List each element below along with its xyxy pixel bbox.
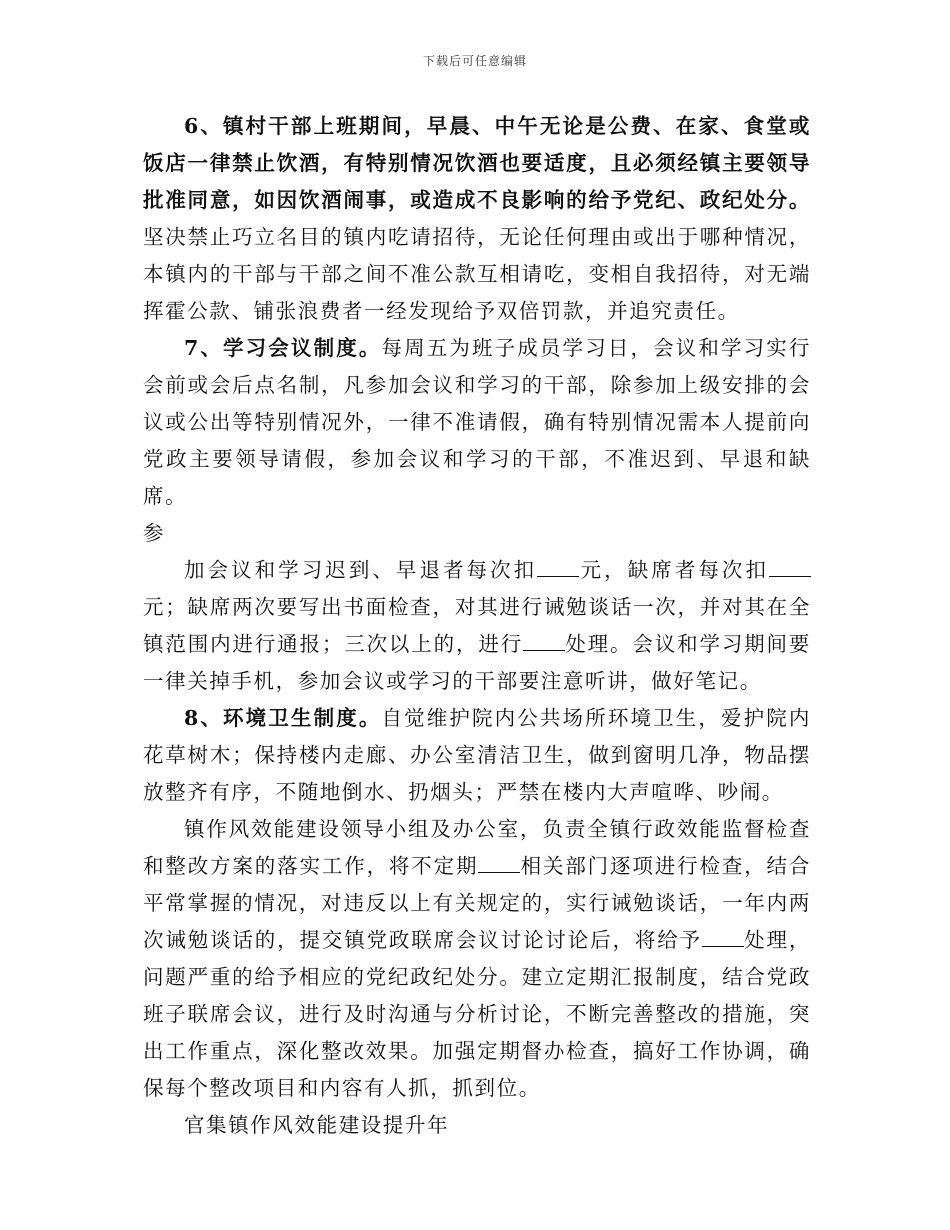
section-6-heading: 6、镇村干部上班期间，早晨、中午无论是公费、在家、食堂或饭店一律禁止饮酒，有特别情况饮酒也要适度，且必须经镇主要领导批准同意，如因饮酒闹事，或造成不良影响的给予党纪、政纪处分。 xyxy=(143,114,811,212)
section-7-continuation xyxy=(143,552,811,700)
blank-line xyxy=(769,558,811,577)
document-body xyxy=(143,108,811,1144)
closing-line: 官集镇作风效能建设提升年 xyxy=(184,1113,450,1137)
section-7-cont-3: 元；缺席两次要写出书面检查，对其进行诫勉谈话一次，并对其在全镇范围内进行通报；三次以上的，进行 xyxy=(143,595,811,656)
blank-line xyxy=(523,632,565,651)
section-6-paragraph xyxy=(143,108,811,330)
blank-line xyxy=(478,854,520,873)
section-6-body: 坚决禁止巧立名目的镇内吃请招待，无论任何理由或出于哪种情况，本镇内的干部与干部之间不准公款互相请吃，变相自我招待，对无端挥霍公款、铺张浪费者一经发现给予双倍罚款，并追究责任。 xyxy=(143,225,811,323)
section-7-cont-4: 处理。会议和学习期间要一律关掉手机，参加会议或学习的干部要注意听讲，做好笔记。 xyxy=(143,632,811,693)
section-7-paragraph xyxy=(143,330,811,515)
section-7-cont-2: 元，缺席者每次扣 xyxy=(579,558,769,582)
leadership-part-1: 镇作风效能建设领导小组及办公室，负责全镇行政效能监督检查和整改方案的落实工作，将不定期 xyxy=(143,817,811,878)
section-8-heading: 8、环境卫生制度。 xyxy=(184,706,382,730)
section-7-tail: 参 xyxy=(143,521,166,545)
leadership-part-2: 相关部门逐项进行检查，结合平常掌握的情况，对违反以上有关规定的，实行诫勉谈话，一年内两次诫勉谈话的，提交镇党政联席会议讨论讨论后，将给予 xyxy=(143,854,811,952)
section-7-body: 每周五为班子成员学习日，会议和学习实行会前或会后点名制，凡参加会议和学习的干部，除参加上级安排的会议或公出等特别情况外，一律不准请假，确有特别情况需本人提前向党政主要领导请假，参加会议和学习的干部，不准迟到、早退和缺席。 xyxy=(143,336,811,508)
section-7-heading: 7、学习会议制度。 xyxy=(184,336,382,360)
header-note: 下载后可任意编辑 xyxy=(422,54,527,68)
section-7-cont-1: 加会议和学习迟到、早退者每次扣 xyxy=(184,558,538,582)
blank-line xyxy=(537,558,579,577)
section-8-body: 自觉维护院内公共场所环境卫生，爱护院内花草树木；保持楼内走廊、办公室清洁卫生，做到窗明几净，物品摆放整齐有序，不随地倒水、扔烟头；严禁在楼内大声喧哗、吵闹。 xyxy=(143,706,811,804)
leadership-part-3: 处理，问题严重的给予相应的党纪政纪处分。建立定期汇报制度，结合党政班子联席会议，进行及时沟通与分析讨论，不断完善整改的措施，突出工作重点，深化整改效果。加强定期督办检查，搞好工作协调，确保每个整改项目和内容有人抓，抓到位。 xyxy=(143,928,811,1100)
blank-line xyxy=(702,928,744,947)
leadership-paragraph xyxy=(143,811,811,1107)
section-8-paragraph xyxy=(143,700,811,811)
